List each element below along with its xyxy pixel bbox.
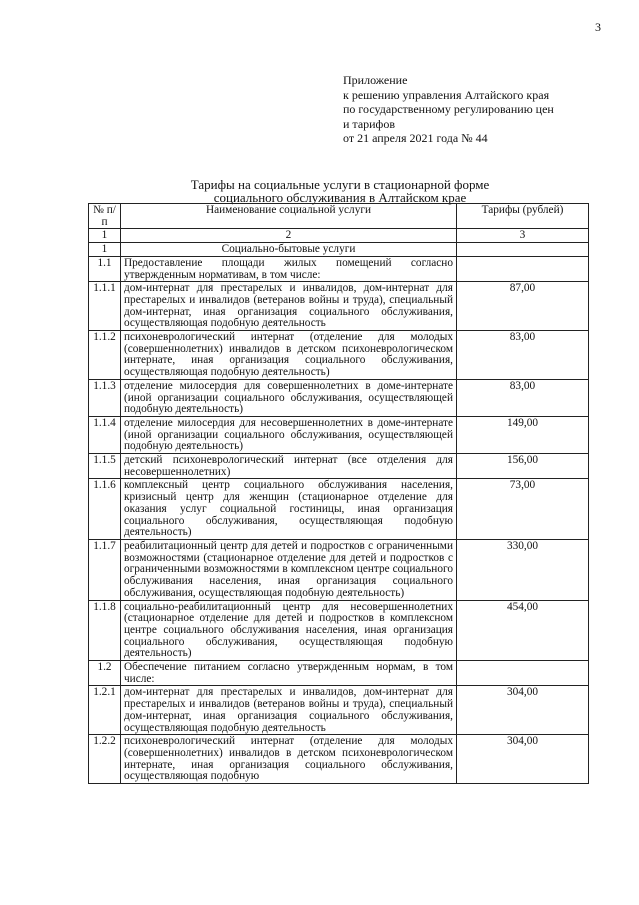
header-tariff: Тарифы (рублей) <box>457 204 589 229</box>
table-row <box>89 256 589 281</box>
tariff-value: 156,00 <box>457 454 589 479</box>
tariff-value: 87,00 <box>457 282 589 331</box>
row-number: 1.1 <box>89 256 121 281</box>
appendix-block <box>343 73 554 146</box>
tariff-value: 454,00 <box>457 600 589 661</box>
index-cell: 3 <box>457 229 589 243</box>
title-line-1: Тарифы на социальные услуги в стационарной форме <box>190 177 490 192</box>
title-line-2: социального обслуживания в Алтайском крае <box>213 190 467 205</box>
row-number: 1 <box>89 243 121 257</box>
appendix-line: Приложение <box>343 73 408 87</box>
service-name: социально-реабилитационный центр для несовершеннолетних (стационарное отделение для детей и подростков в комплексном центре социального обслуживания населения, иная организация социального обслуживания, осуществляющая подобную деятельность) <box>121 600 457 661</box>
row-number: 1.2.2 <box>89 735 121 784</box>
tariffs-table <box>88 203 589 784</box>
appendix-line: к решению управления Алтайского края <box>343 87 550 102</box>
service-name: дом-интернат для престарелых и инвалидов, дом-интернат для престарелых и инвалидов (ветеранов войны и труда), специальный дом-интернат, иная организация социального обслуживания, осуществляющая подобную деятельность <box>121 282 457 331</box>
table-row <box>89 454 589 479</box>
table-row <box>89 331 589 380</box>
service-name: комплексный центр социального обслуживания населения, кризисный центр для женщин (стационарное отделение для оказания услуг социальной гостиницы, иная организация социального обслуживания, осуществляющая подобную деятельность) <box>121 479 457 540</box>
tariff-value <box>457 661 589 686</box>
tariff-value: 73,00 <box>457 479 589 540</box>
row-number: 1.1.2 <box>89 331 121 380</box>
service-name: психоневрологический интернат (отделение для молодых (совершеннолетних) инвалидов в детском психоневрологическом интернате, иная организация социального обслуживания, осуществляющая подобную деятельность) <box>121 331 457 380</box>
table-row <box>89 416 589 453</box>
row-number: 1.1.1 <box>89 282 121 331</box>
section-row <box>89 243 589 257</box>
table-row <box>89 686 589 735</box>
row-number: 1.1.4 <box>89 416 121 453</box>
header-num: № п/п <box>89 204 121 229</box>
table-row <box>89 735 589 784</box>
row-number: 1.1.7 <box>89 539 121 600</box>
tariff-value: 304,00 <box>457 686 589 735</box>
table-row <box>89 479 589 540</box>
tariff-value <box>457 243 589 257</box>
table-row <box>89 282 589 331</box>
appendix-line: от 21 апреля 2021 года № 44 <box>343 131 488 145</box>
tariff-value: 83,00 <box>457 379 589 416</box>
tariff-value: 330,00 <box>457 539 589 600</box>
row-number: 1.2.1 <box>89 686 121 735</box>
document-title <box>90 178 590 204</box>
index-cell: 2 <box>121 229 457 243</box>
row-number: 1.1.8 <box>89 600 121 661</box>
service-name: Обеспечение питанием согласно утвержденным нормам, в том числе: <box>121 661 457 686</box>
appendix-line: и тарифов <box>343 116 396 131</box>
table-index-row <box>89 229 589 243</box>
service-name: Социально-бытовые услуги <box>121 243 457 257</box>
service-name: дом-интернат для престарелых и инвалидов, дом-интернат для престарелых и инвалидов (ветеранов войны и труда), специальный дом-интернат, иная организация социального обслуживания, осуществляющая подобную деятельность <box>121 686 457 735</box>
page-number: 3 <box>595 20 601 34</box>
row-number: 1.1.5 <box>89 454 121 479</box>
table-row <box>89 600 589 661</box>
row-number: 1.2 <box>89 661 121 686</box>
service-name: реабилитационный центр для детей и подростков с ограниченными возможностями (стационарное отделение для детей и подростков с ограниченными возможностями в комплексном центре социального обслуживания населения, иная организация социального обслуживания, осуществляющая подобную деятельность) <box>121 539 457 600</box>
tariff-value: 83,00 <box>457 331 589 380</box>
service-name: детский психоневрологический интернат (все отделения для несовершеннолетних) <box>121 454 457 479</box>
row-number: 1.1.6 <box>89 479 121 540</box>
service-name: Предоставление площади жилых помещений согласно утвержденным нормативам, в том числе: <box>121 256 457 281</box>
table-row <box>89 661 589 686</box>
service-name: психоневрологический интернат (отделение для молодых (совершеннолетних) инвалидов в детском психоневрологическом интернате, иная организация социального обслуживания, осуществляющая подобную <box>121 735 457 784</box>
index-cell: 1 <box>89 229 121 243</box>
row-number: 1.1.3 <box>89 379 121 416</box>
table-row <box>89 539 589 600</box>
table-row <box>89 379 589 416</box>
service-name: отделение милосердия для несовершеннолетних в доме-интернате (иной организации социального обслуживания, осуществляющей подобную деятельность) <box>121 416 457 453</box>
header-name: Наименование социальной услуги <box>121 204 457 229</box>
tariff-value: 149,00 <box>457 416 589 453</box>
tariff-value: 304,00 <box>457 735 589 784</box>
service-name: отделение милосердия для совершеннолетних в доме-интернате (иной организации социального обслуживания, осуществляющей подобную деятельность) <box>121 379 457 416</box>
tariff-value <box>457 256 589 281</box>
appendix-line: по государственному регулированию цен <box>343 102 554 116</box>
table-header-row <box>89 204 589 229</box>
